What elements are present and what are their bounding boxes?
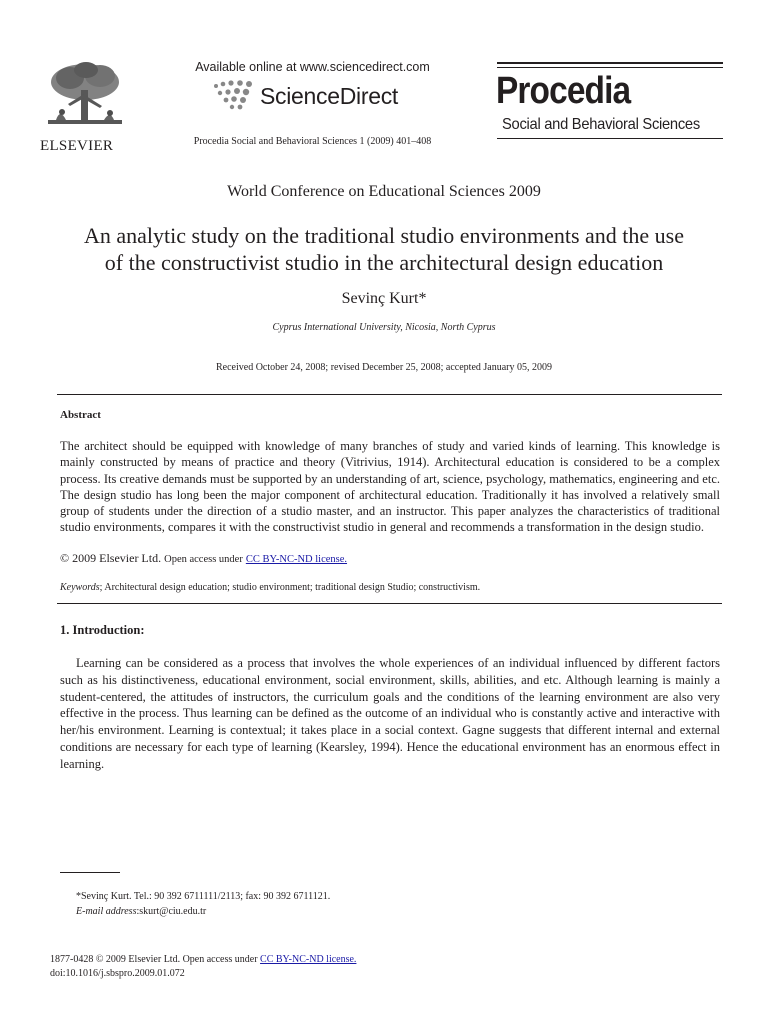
available-online-text[interactable]: Available online at www.sciencedirect.com bbox=[195, 60, 430, 74]
divider-bottom bbox=[57, 603, 722, 604]
copyright-text: © 2009 Elsevier Ltd. bbox=[60, 551, 162, 565]
abstract-copyright-line bbox=[60, 551, 347, 566]
procedia-subtitle: Social and Behavioral Sciences bbox=[502, 116, 700, 133]
footnote-rule bbox=[60, 872, 120, 873]
footer-issn-line bbox=[50, 954, 356, 965]
paper-title-line-1: An analytic study on the traditional studio environments and the use bbox=[84, 223, 684, 248]
author-affiliation: Cyprus International University, Nicosia, North Cyprus bbox=[272, 322, 496, 333]
issn-text: 1877-0428 © 2009 Elsevier Ltd. Open access under bbox=[50, 954, 258, 965]
keywords-label: Keywords bbox=[60, 582, 100, 593]
footer-license-link[interactable]: CC BY-NC-ND license. bbox=[260, 954, 357, 965]
conference-name: World Conference on Educational Sciences 2009 bbox=[227, 183, 541, 200]
abstract-text: The architect should be equipped with knowledge of many branches of study and varied kinds of learning. This knowledge is mainly constructed by means of practice and theory (Vitrivius, 1914). Architectural education is considered to be a complex process. Its creative demands must be supported by an understanding of art, science, psychology, mathematics, engineering and etc. The design studio has long been the major component of architectural education. Traditionally it has involved a relatively small group of students under the direction of a studio master, and an instructor. This paper analyzes the characteristics of traditional studio environments, compares it with the constructivist studio in general and recommends a transformation in the design studio. bbox=[60, 439, 720, 535]
journal-citation: Procedia Social and Behavioral Sciences 1 (2009) 401–408 bbox=[193, 136, 432, 147]
email-address[interactable]: :skurt@ciu.edu.tr bbox=[136, 906, 207, 917]
author-name: Sevinç Kurt* bbox=[341, 290, 427, 307]
footnote-email-line bbox=[76, 906, 206, 917]
keywords-line bbox=[60, 582, 480, 593]
paper-title-line-2: of the constructivist studio in the architectural design education bbox=[104, 250, 664, 275]
license-link[interactable]: CC BY-NC-ND license. bbox=[245, 554, 348, 565]
paper-title bbox=[0, 222, 768, 276]
procedia-rule-second bbox=[497, 67, 723, 68]
elsevier-tree-icon bbox=[40, 60, 130, 132]
sciencedirect-logo bbox=[212, 80, 422, 112]
introduction-text: Learning can be considered as a process that involves the whole experiences of an individual influenced by different factors such as his distinctiveness, educational environment, social environment, skills, abilities, and etc. Although learning is mainly a student-centered, the attitudes of instructors, the curriculum goals and the conditions of the learning environment are also very effective in the process. Thus learning can be defined as the outcome of an individual who is constantly active and interactive with her/his environment. Learning is contextual; it takes place in a social context. Gagne suggests that different internal and external conditions are necessary for each type of learning (Kearsley, 1994). Hence the educational environment has an enormous effect in learning. bbox=[60, 656, 720, 771]
elsevier-wordmark: ELSEVIER bbox=[40, 138, 114, 154]
sciencedirect-dots-icon bbox=[212, 80, 260, 110]
procedia-rule-bottom bbox=[497, 138, 723, 139]
sciencedirect-wordmark: ScienceDirect bbox=[260, 83, 398, 109]
email-label: E-mail address bbox=[76, 906, 137, 917]
abstract-heading: Abstract bbox=[60, 409, 101, 421]
footnote-contact: *Sevinç Kurt. Tel.: 90 392 6711111/2113; fax: 90 392 6711121. bbox=[76, 891, 331, 902]
keywords-text: ; Architectural design education; studio environment; traditional design Studio; constructivism. bbox=[99, 582, 481, 593]
open-access-text: Open access under bbox=[164, 554, 243, 565]
introduction-heading: 1. Introduction: bbox=[60, 623, 145, 637]
procedia-rule-top bbox=[497, 62, 723, 64]
doi-text[interactable]: doi:10.1016/j.sbspro.2009.01.072 bbox=[50, 968, 185, 979]
divider-top bbox=[57, 394, 722, 395]
procedia-title: Procedia bbox=[496, 70, 631, 112]
received-dates: Received October 24, 2008; revised December 25, 2008; accepted January 05, 2009 bbox=[216, 362, 552, 373]
